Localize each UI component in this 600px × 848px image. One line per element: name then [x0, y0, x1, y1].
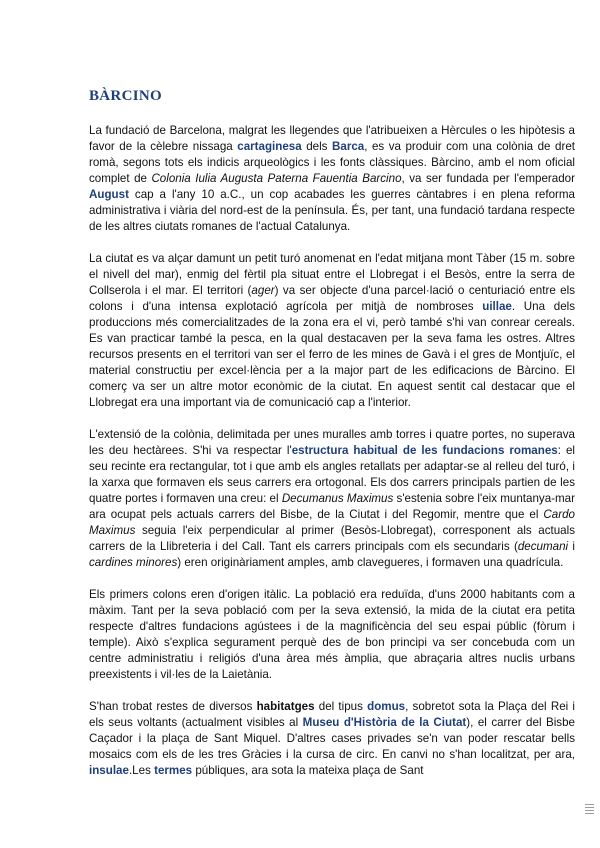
italic-term: decumani — [517, 540, 569, 553]
text-run: , sobretot sota la Plaça del Rei i els seus voltants (actualment visibles al — [89, 700, 576, 729]
glossary-link[interactable]: Museu d'Història de la Ciutat — [302, 716, 467, 729]
text-run: .Les — [128, 764, 155, 777]
paragraph — [89, 427, 575, 571]
glossary-link[interactable]: cartaginesa — [237, 140, 302, 153]
paragraph — [89, 587, 575, 683]
text-run: ) eren originàriament amples, amb clavegueres, i formaven una quadrícula. — [177, 556, 564, 569]
glossary-link[interactable]: termes — [154, 764, 193, 777]
text-run: seguia l'eix perpendicular al primer (Besòs-Llobregat), corresponent als actuals carrers de la Llibreteria i del Call. Tant els carrers principals com els secundaris ( — [89, 524, 575, 553]
article-body — [89, 123, 575, 779]
text-run: i — [568, 540, 576, 553]
italic-term: Cardo Maximus — [89, 508, 575, 537]
text-run: cap a l'any 10 a.C., un cop acabades les guerres càntabres i en plena reforma administrativa i viària del nord-est de la península. És, per tant, una fundació tardana respecte de les altres ciutats romanes de l'actual Catalunya. — [89, 188, 575, 233]
glossary-link[interactable]: August — [89, 188, 129, 201]
glossary-link[interactable]: estructura habitual de les fundacions romanes — [291, 444, 558, 457]
glossary-link[interactable]: domus — [367, 700, 406, 713]
resize-grip-icon[interactable] — [585, 804, 594, 814]
italic-term: ager — [251, 284, 275, 297]
glossary-link[interactable]: habitatges — [256, 700, 315, 713]
text-run: s'estenia sobre l'eix muntanya-mar ara ocupat pels actuals carrers del Bisbe, de la Ciutat i del Regomir, mentre que el — [89, 492, 575, 521]
text-run: La fundació de Barcelona, malgrat les llegendes que l'atribueixen a Hèrcules o les hipòtesis a favor de la cèlebre nissaga — [89, 124, 575, 153]
text-run: dels — [301, 140, 332, 153]
glossary-link[interactable]: insulae — [89, 764, 129, 777]
glossary-link[interactable]: Barca — [332, 140, 365, 153]
text-run: , va ser fundada per l'emperador — [401, 172, 575, 185]
text-run: . Una dels produccions més comercialitzades de la zona era el vi, però també s'hi van conrear cereals. Es van practicar també la pesca, en la qual destacaven per la seva fama les ostres. Altres recursos presents en el territori van ser el ferro de les mines de Gavà i el gres de Montjuïc, el material constructiu per excel·lència per a la major part de les edificacions de Bàrcino. El comerç va ser un altre motor econòmic de la ciutat. En aquest sentit cal destacar que el Llobregat era una important via de comunicació cap a l'interior. — [89, 300, 576, 409]
glossary-link[interactable]: uillae — [482, 300, 512, 313]
paragraph — [89, 123, 575, 235]
paragraph — [89, 699, 575, 779]
italic-term: cardines minores — [89, 556, 178, 569]
document-page — [89, 88, 575, 795]
page-title: BÀRCINO — [89, 88, 162, 104]
italic-term: Colonia Iulia Augusta Paterna Fauentia Barcino — [151, 172, 402, 185]
text-run: ), el carrer del Bisbe Caçador i la plaça de Sant Miquel. D'altres cases privades se'n van poder rescatar bells mosaics com els de les tres Gràcies i la cursa de circ. En canvi no s'han localitzat, per ara, — [89, 716, 575, 761]
text-run: Els primers colons eren d'origen itàlic. La població era reduïda, d'uns 2000 habitants com a màxim. Tant per la seva població com per la seva extensió, la mida de la ciutat era petita respecte d'altres fundacions agústees i de la magnificència del seu espai públic (fòrum i temple). Això s'explica segurament perquè des de bon principi va ser concebuda com un centre administratiu i religiós d'una àrea més àmplia, que abraçaria altres nuclis urbans preexistents i vil·les de la Laietània. — [89, 588, 575, 681]
text-run: : el seu recinte era rectangular, tot i que amb els angles retallats per adaptar-se al relleu del turó, i la xarxa que formaven els seus carrers era ortogonal. Els dos carrers principals partien de les quatre portes i formaven una creu: el — [89, 444, 576, 505]
text-run: , es va produir com una colònia de dret romà, segons tots els indicis arqueològics i les fonts clàssiques. Bàrcino, amb el nom oficial complet de — [89, 140, 575, 185]
text-run: del tipus — [314, 700, 368, 713]
text-run: La ciutat es va alçar damunt un petit turó anomenat en l'edat mitjana mont Tàber (15 m. sobre el nivell del mar), enmig del fèrtil pla situat entre el Llobregat i el Besòs, entre la serra de Collserola i el mar. El territori ( — [89, 252, 575, 297]
text-run: ) va ser objecte d'una parcel·lació o centuriació entre els colons i d'una intensa explotació agrícola per mitjà de nombroses — [89, 284, 575, 313]
paragraph — [89, 251, 575, 411]
text-run: S'han trobat restes de diversos — [89, 700, 257, 713]
text-run: públiques, ara sota la mateixa plaça de Sant — [192, 764, 424, 777]
italic-term: Decumanus Maximus — [281, 492, 394, 505]
text-run: L'extensió de la colònia, delimitada per unes muralles amb torres i quatre portes, no superava les deu hectàrees. S'hi va respectar l' — [89, 428, 575, 457]
